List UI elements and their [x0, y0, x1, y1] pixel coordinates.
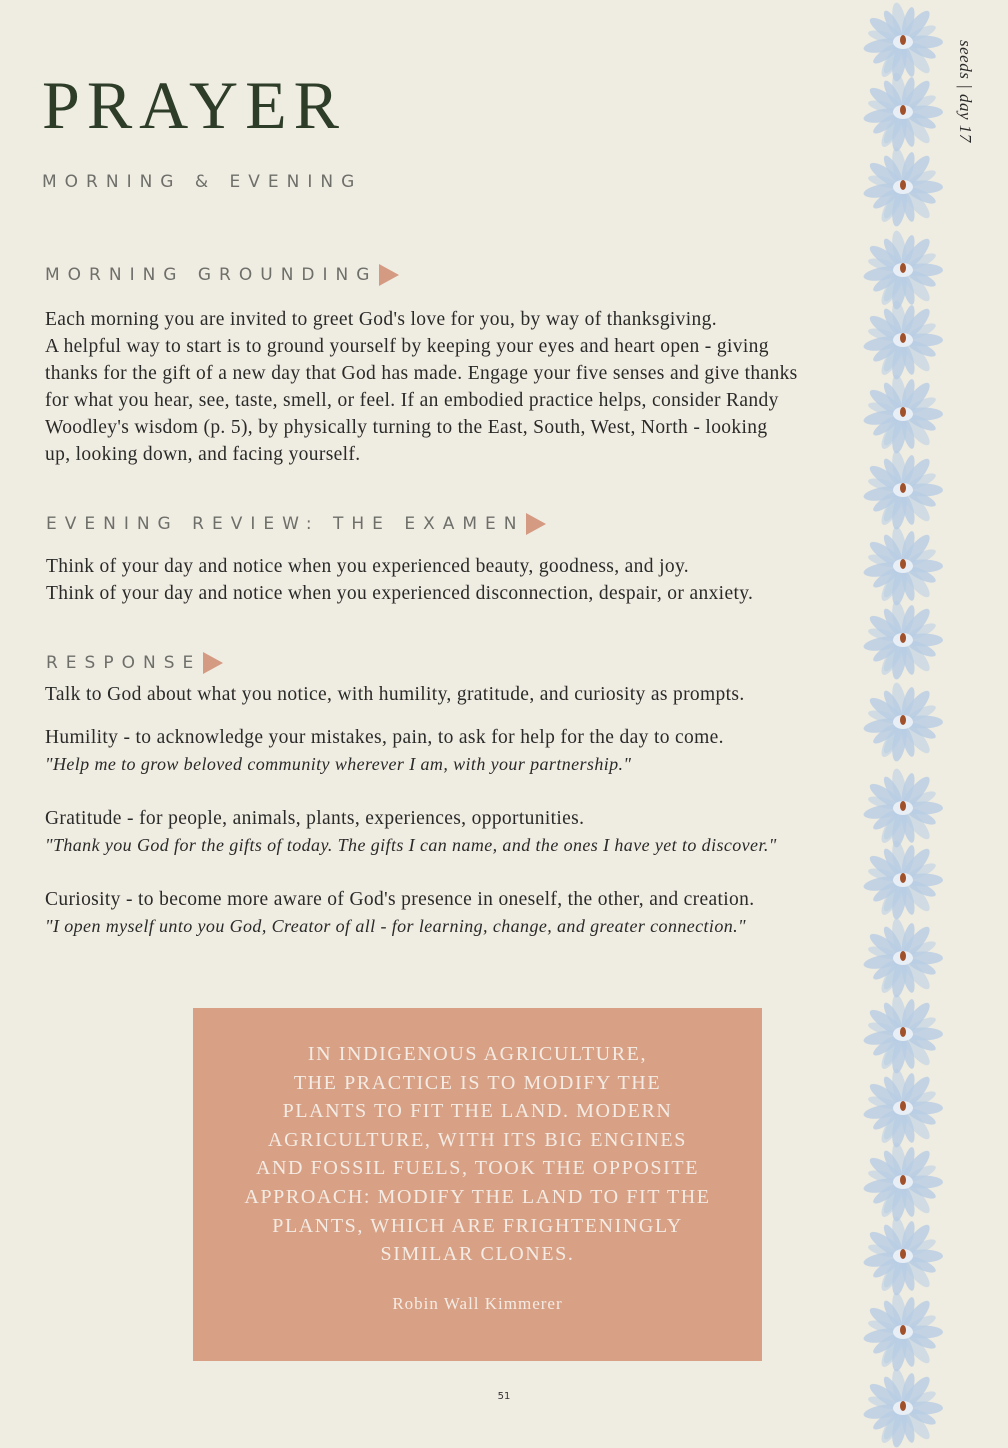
callout-line: PLANTS, WHICH ARE FRIGHTENINGLY	[272, 1214, 683, 1237]
gratitude-text: Gratitude - for people, animals, plants, experiences, opportunities.	[45, 808, 585, 829]
response-intro-text: Talk to God about what you notice, with humility, gratitude, and curiosity as prompts.	[45, 684, 745, 705]
water-lily-icon	[862, 70, 944, 152]
water-lily-icon	[862, 1366, 944, 1448]
callout-line: PLANTS TO FIT THE LAND. MODERN	[282, 1100, 673, 1123]
page-number: 51	[497, 1391, 511, 1402]
evening-paragraph	[46, 553, 886, 607]
evening-line: Think of your day and notice when you experienced disconnection, despair, or anxiety.	[46, 583, 754, 604]
response-heading-label: RESPONSE	[46, 653, 202, 673]
water-lily-icon	[862, 1066, 944, 1148]
curiosity-text: Curiosity - to become more aware of God's presence in oneself, the other, and creation.	[45, 889, 755, 910]
morning-heading-label: MORNING GROUNDING	[45, 265, 378, 285]
evening-heading-label: EVENING REVIEW: THE EXAMEN	[46, 514, 525, 534]
quote-callout	[193, 1008, 762, 1361]
water-lily-icon	[862, 1140, 944, 1222]
water-lily-icon	[862, 372, 944, 454]
response-heading	[46, 652, 223, 674]
callout-quote-text	[223, 1040, 732, 1269]
morning-line: Each morning you are invited to greet God's love for you, by way of thanksgiving.	[45, 309, 717, 330]
gratitude-quote: "Thank you God for the gifts of today. The gifts I can name, and the ones I have yet to discover."	[45, 835, 777, 855]
water-lily-icon	[862, 838, 944, 920]
water-lily-icon	[862, 598, 944, 680]
water-lily-icon	[862, 916, 944, 998]
morning-line: for what you hear, see, taste, smell, or feel. If an embodied practice helps, consider Randy	[45, 390, 779, 411]
water-lily-icon	[862, 1290, 944, 1372]
humility-text: Humility - to acknowledge your mistakes, pain, to ask for help for the day to come.	[45, 727, 724, 748]
callout-author: Robin Wall Kimmerer	[392, 1294, 563, 1313]
water-lily-icon	[862, 766, 944, 848]
morning-paragraph	[45, 306, 885, 468]
gratitude-block	[45, 805, 885, 859]
page-subtitle: MORNING & EVENING	[42, 172, 363, 192]
page-title: PRAYER	[42, 67, 347, 143]
response-intro	[45, 681, 885, 708]
morning-line: thanks for the gift of a new day that God has made. Engage your five senses and give thanks	[45, 363, 798, 384]
humility-quote: "Help me to grow beloved community wherever I am, with your partnership."	[45, 754, 632, 774]
evening-line: Think of your day and notice when you experienced beauty, goodness, and joy.	[46, 556, 690, 577]
callout-line: IN INDIGENOUS AGRICULTURE,	[307, 1043, 648, 1065]
morning-line: up, looking down, and facing yourself.	[45, 444, 361, 465]
water-lily-icon	[862, 992, 944, 1074]
callout-line: AGRICULTURE, WITH ITS BIG ENGINES	[268, 1128, 687, 1151]
play-arrow-icon	[526, 513, 546, 535]
evening-heading	[46, 513, 546, 535]
curiosity-quote: "I open myself unto you God, Creator of all - for learning, change, and greater connection."	[45, 916, 746, 936]
water-lily-icon	[862, 680, 944, 762]
callout-line: SIMILAR CLONES.	[380, 1243, 575, 1266]
play-arrow-icon	[203, 652, 223, 674]
water-lily-icon	[862, 298, 944, 380]
callout-line: APPROACH: MODIFY THE LAND TO FIT THE	[244, 1185, 711, 1208]
water-lily-icon	[862, 1214, 944, 1296]
water-lily-icon	[862, 145, 944, 227]
flower-border	[862, 0, 944, 1440]
humility-block	[45, 724, 885, 778]
water-lily-icon	[862, 524, 944, 606]
callout-line: AND FOSSIL FUELS, TOOK THE OPPOSITE	[255, 1157, 700, 1180]
play-arrow-icon	[379, 264, 399, 286]
morning-heading	[45, 264, 399, 286]
morning-line: A helpful way to start is to ground yourself by keeping your eyes and heart open - giving	[45, 336, 769, 357]
side-label: seeds | day 17	[956, 40, 975, 143]
water-lily-icon	[862, 448, 944, 530]
callout-line: THE PRACTICE IS TO MODIFY THE	[293, 1071, 662, 1094]
curiosity-block	[45, 886, 885, 940]
morning-line: Woodley's wisdom (p. 5), by physically turning to the East, South, West, North - looking	[45, 417, 768, 438]
